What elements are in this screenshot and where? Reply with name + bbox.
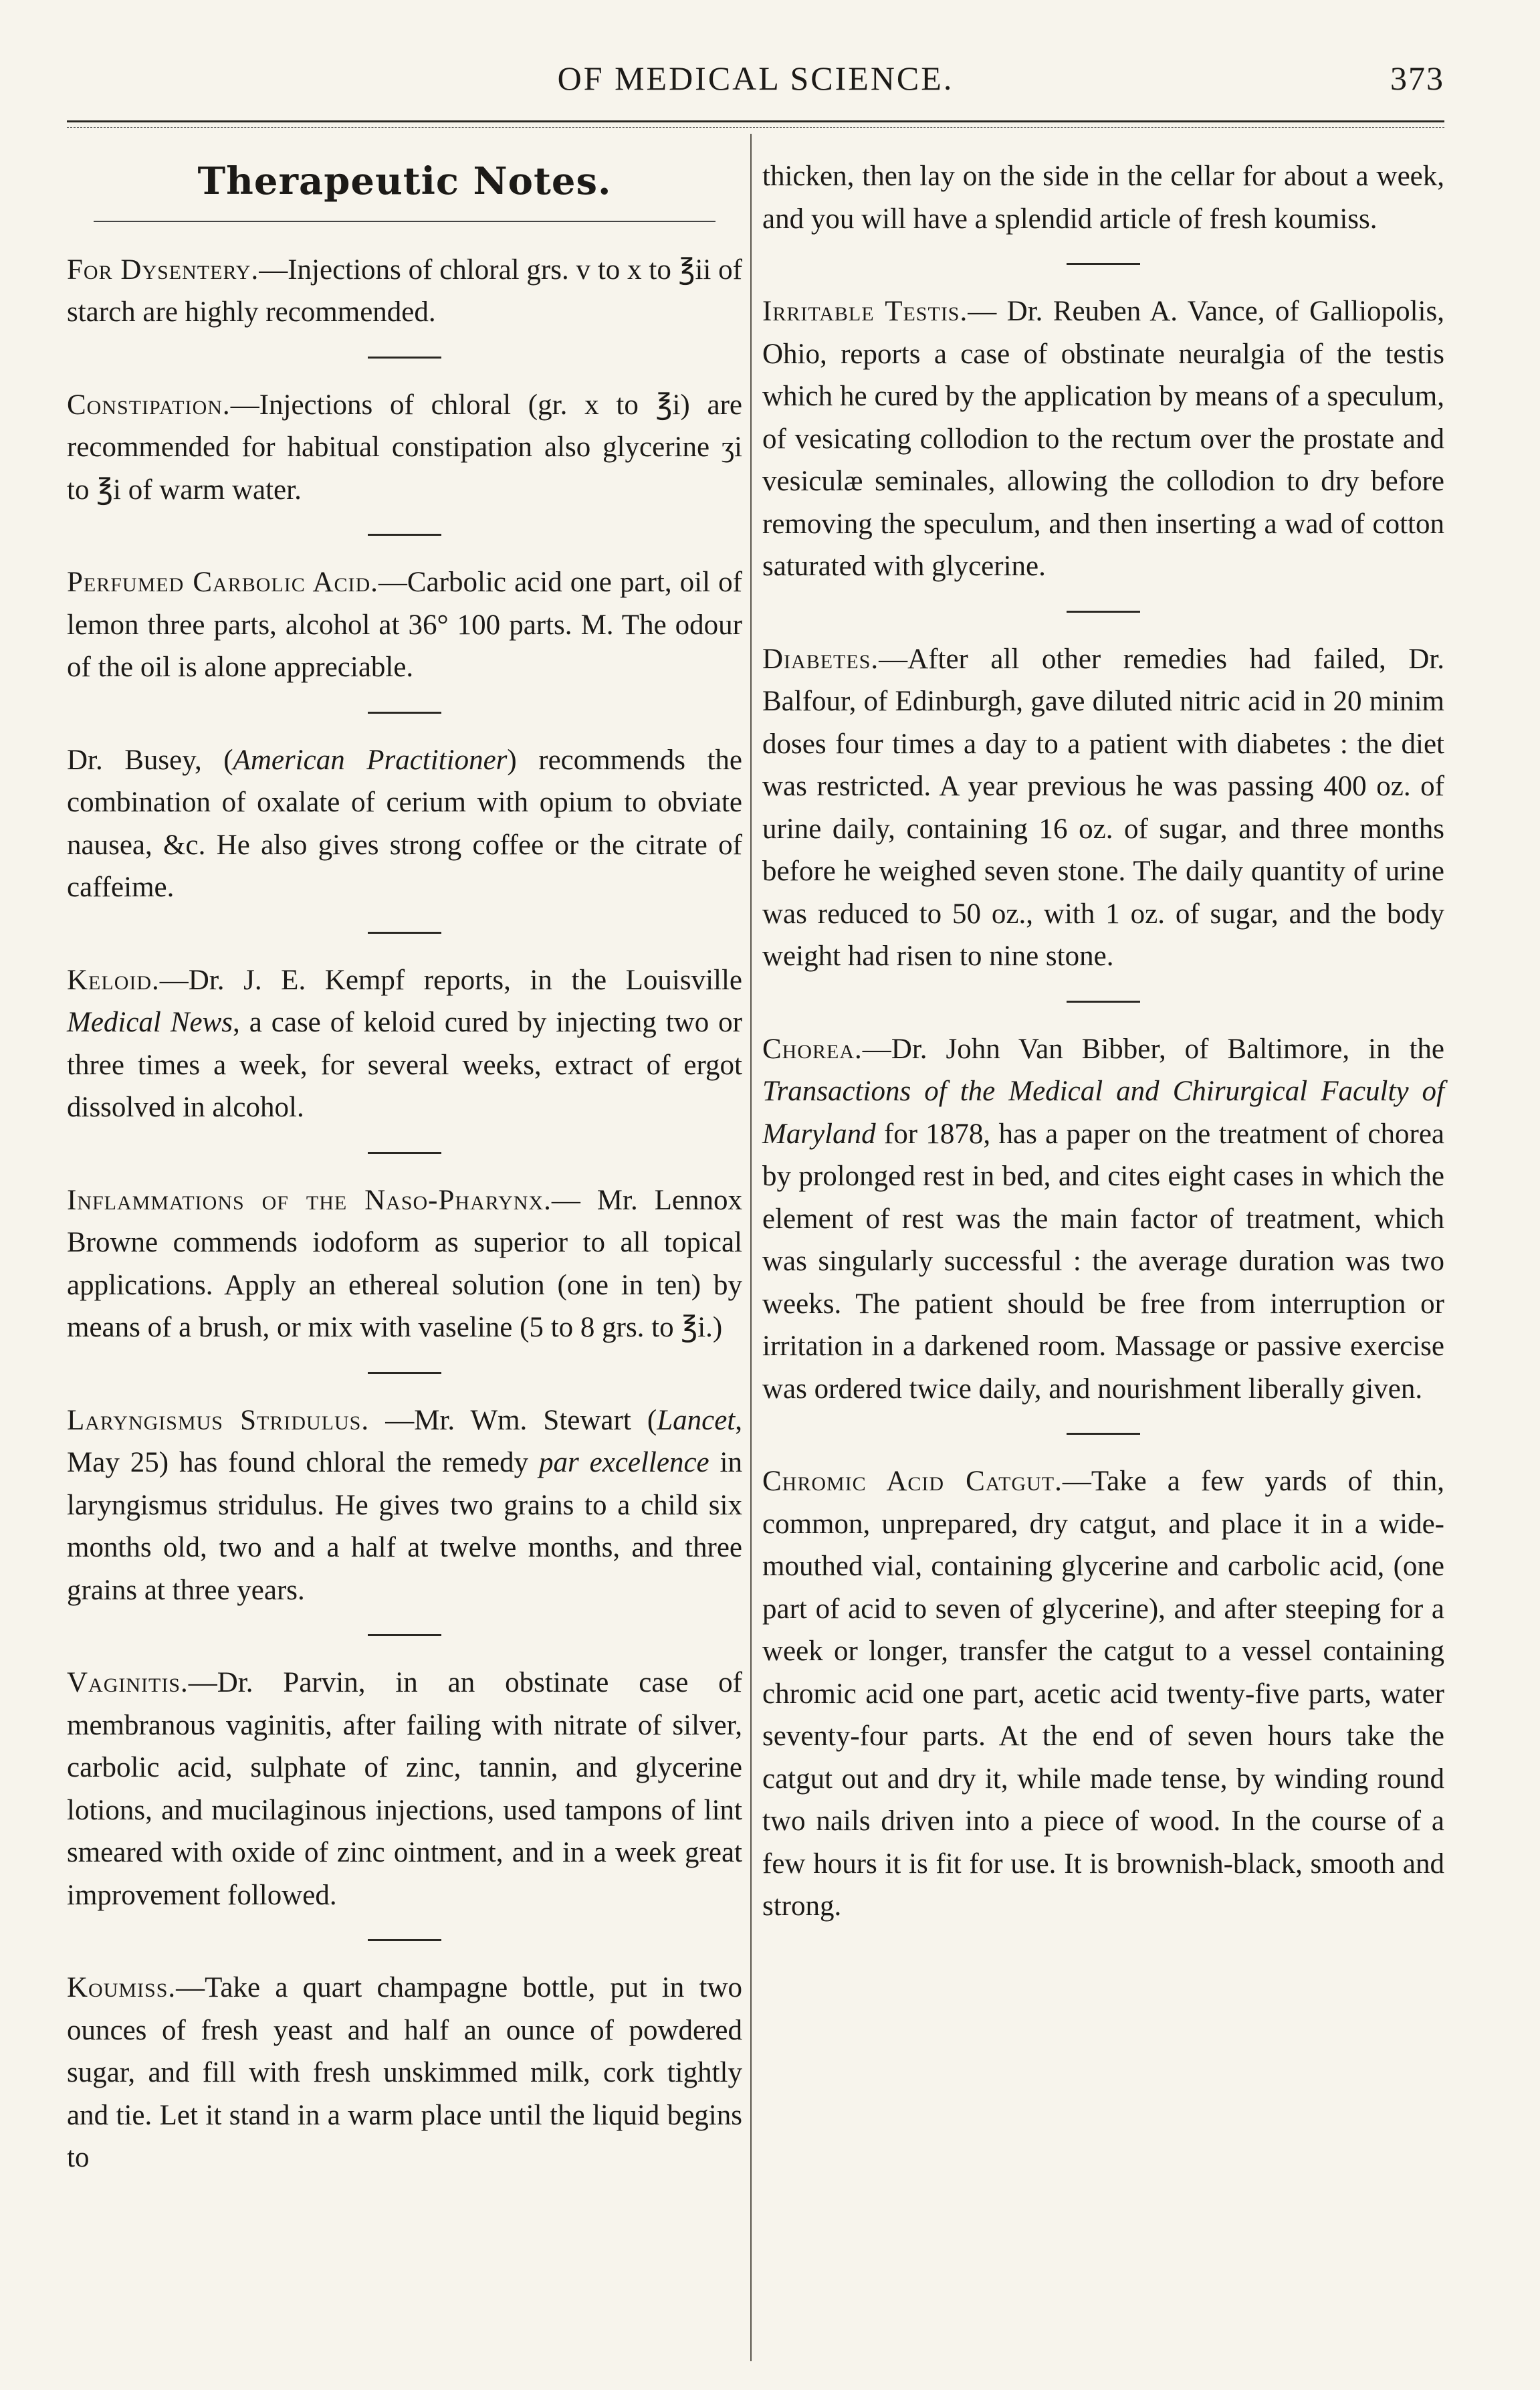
note-text: — Mr. Lennox Browne commends iodoform as superior to all topical applications. Apply an ethereal solution (one in ten) by means of a brush, or mix with vaseline (5 to 8 grs. to ℥i.)	[67, 1184, 742, 1343]
note-head: Perfumed Carbolic Acid.	[67, 567, 378, 598]
page-number: 373	[1390, 60, 1444, 97]
note-text: Dr. Busey, (	[67, 744, 233, 776]
note-text: —Injections of chloral grs. v to x to ℥ii of starch are highly recommended.	[67, 254, 743, 328]
journal-name: Lancet	[657, 1404, 736, 1436]
separator	[368, 932, 441, 934]
note-dysentery	[67, 249, 742, 334]
journal-name: American Practitioner	[233, 744, 508, 776]
separator	[1067, 263, 1140, 265]
running-head: OF MEDICAL SCIENCE.	[557, 60, 954, 97]
note-text: —Injections of chloral (gr. x to ℥i) are recommended for habitual constipation also glycerine ʒi to ℥i of warm water.	[67, 389, 742, 506]
note-text: in laryngismus stridulus. He gives two grains to a child six months old, two and a half at twelve months, and three grains at three years.	[67, 1447, 742, 1606]
note-head: Laryngismus Stridulus.	[67, 1404, 370, 1436]
note-head: Inflammations of the Naso-Pharynx.	[67, 1184, 552, 1216]
separator	[368, 1372, 441, 1374]
note-text: for 1878, has a paper on the treatment of chorea by prolonged rest in bed, and cites eight cases in which the element of rest was the main factor of treatment, which was singularly successful : the average duration was two weeks. The patient should be free from interruption or irritation in a darkened room. Massage or passive exercise was ordered twice daily, and nourishment liberally given.	[762, 1118, 1444, 1405]
italic-phrase: par excellence	[539, 1447, 709, 1478]
note-head: Chromic Acid Catgut.	[762, 1466, 1063, 1497]
journal-name: Transactions of the Medical and Chirurgical Faculty of Maryland	[762, 1076, 1444, 1150]
header-rule	[67, 120, 1444, 122]
separator	[1067, 611, 1140, 613]
note-text: , a case of keloid cured by injecting two or three times a week, for several weeks, extract of ergot dissolved in alcohol.	[67, 1007, 742, 1123]
note-diabetes	[762, 638, 1444, 978]
left-column	[67, 155, 742, 2179]
note-text: —Dr. John Van Bibber, of Baltimore, in the	[862, 1033, 1444, 1065]
note-text: —Take a quart champagne bottle, put in two ounces of fresh yeast and half an ounce of powdered sugar, and fill with fresh unskimmed milk, cork tightly and tie. Let it stand in a warm place until the liquid begins to	[67, 1972, 742, 2173]
note-text: ) recommends the combination of oxalate of cerium with opium to obviate nausea, &c. He also gives strong coffee or the citrate of caffeime.	[67, 744, 742, 903]
note-keloid	[67, 959, 742, 1129]
note-head: Constipation.	[67, 389, 231, 421]
column-divider	[750, 134, 752, 2361]
separator	[368, 1152, 441, 1154]
note-koumiss	[67, 1967, 742, 2179]
note-constipation	[67, 384, 742, 512]
header-rule-dashed	[67, 127, 1444, 128]
journal-name: Medical News	[67, 1007, 233, 1038]
note-laryngismus	[67, 1399, 742, 1612]
note-text: —Carbolic acid one part, oil of lemon three parts, alcohol at 36° 100 parts. M. The odour of the oil is alone appreciable.	[67, 567, 742, 683]
note-text: —Take a few yards of thin, common, unprepared, dry catgut, and place it in a wide-mouthed vial, containing glycerine and carbolic acid, (one part of acid to seven of glycerine), and after steeping for a week or longer, transfer the catgut to a vessel containing chromic acid one part, acetic acid twenty-five parts, water seventy-four parts. At the end of seven hours take the catgut out and dry it, while made tense, by winding round two nails driven into a piece of wood. In the course of a few hours it is fit for use. It is brownish-black, smooth and strong.	[762, 1466, 1444, 1922]
note-text: — Dr. Reuben A. Vance, of Galliopolis, Ohio, reports a case of obstinate neuralgia of the testis which he cured by the application by means of a speculum, of vesicating collodion to the rectum over the prostate and vesiculæ seminales, allowing the collodion to dry before removing the speculum, and then inserting a wad of cotton saturated with glycerine.	[762, 296, 1444, 582]
page-header	[67, 59, 1444, 106]
note-head: Koumiss.	[67, 1972, 177, 2003]
separator	[368, 534, 441, 536]
note-chorea	[762, 1028, 1444, 1411]
separator	[368, 357, 441, 359]
note-head: For Dysentery.	[67, 254, 259, 286]
note-text: —After all other remedies had failed, Dr. Balfour, of Edinburgh, gave diluted nitric acid in 20 minim doses four times a day to a patient with diabetes : the diet was restricted. A year previous he was passing 400 oz. of urine daily, containing 16 oz. of sugar, and three months before he weighed seven stone. The daily quantity of urine was reduced to 50 oz., with 1 oz. of sugar, and the body weight had risen to nine stone.	[762, 643, 1444, 972]
note-head: Keloid.	[67, 964, 160, 996]
note-carbolic	[67, 561, 742, 689]
right-column	[762, 155, 1444, 1928]
title-rule	[94, 221, 715, 222]
note-text: —Dr. J. E. Kempf reports, in the Louisville	[159, 964, 742, 996]
separator	[368, 712, 441, 714]
note-vaginitis	[67, 1662, 742, 1916]
note-head: Chorea.	[762, 1033, 863, 1065]
note-text: , May 25) has found chloral the remedy	[67, 1404, 743, 1478]
note-text: —Dr. Parvin, in an obstinate case of membranous vaginitis, after failing with nitrate of silver, carbolic acid, sulphate of zinc, tannin, and glycerine lotions, and mucilaginous injections, used tampons of lint smeared with oxide of zinc ointment, and in a week great improvement followed.	[67, 1667, 742, 1911]
separator	[1067, 1001, 1140, 1003]
section-title: Therapeutic Notes.	[197, 159, 612, 203]
note-busey	[67, 739, 742, 909]
note-irritable-testis	[762, 290, 1444, 588]
note-head: Irritable Testis.	[762, 296, 968, 327]
separator	[1067, 1433, 1140, 1435]
note-head: Diabetes.	[762, 643, 879, 675]
note-text: —Mr. Wm. Stewart (	[369, 1404, 657, 1436]
separator	[368, 1939, 441, 1941]
separator	[368, 1634, 441, 1636]
note-chromic-catgut	[762, 1460, 1444, 1928]
note-koumiss-continued: thicken, then lay on the side in the cellar for about a week, and you will have a splendid article of fresh koumiss.	[762, 161, 1444, 235]
note-naso-pharynx	[67, 1179, 742, 1349]
note-head: Vaginitis.	[67, 1667, 189, 1698]
